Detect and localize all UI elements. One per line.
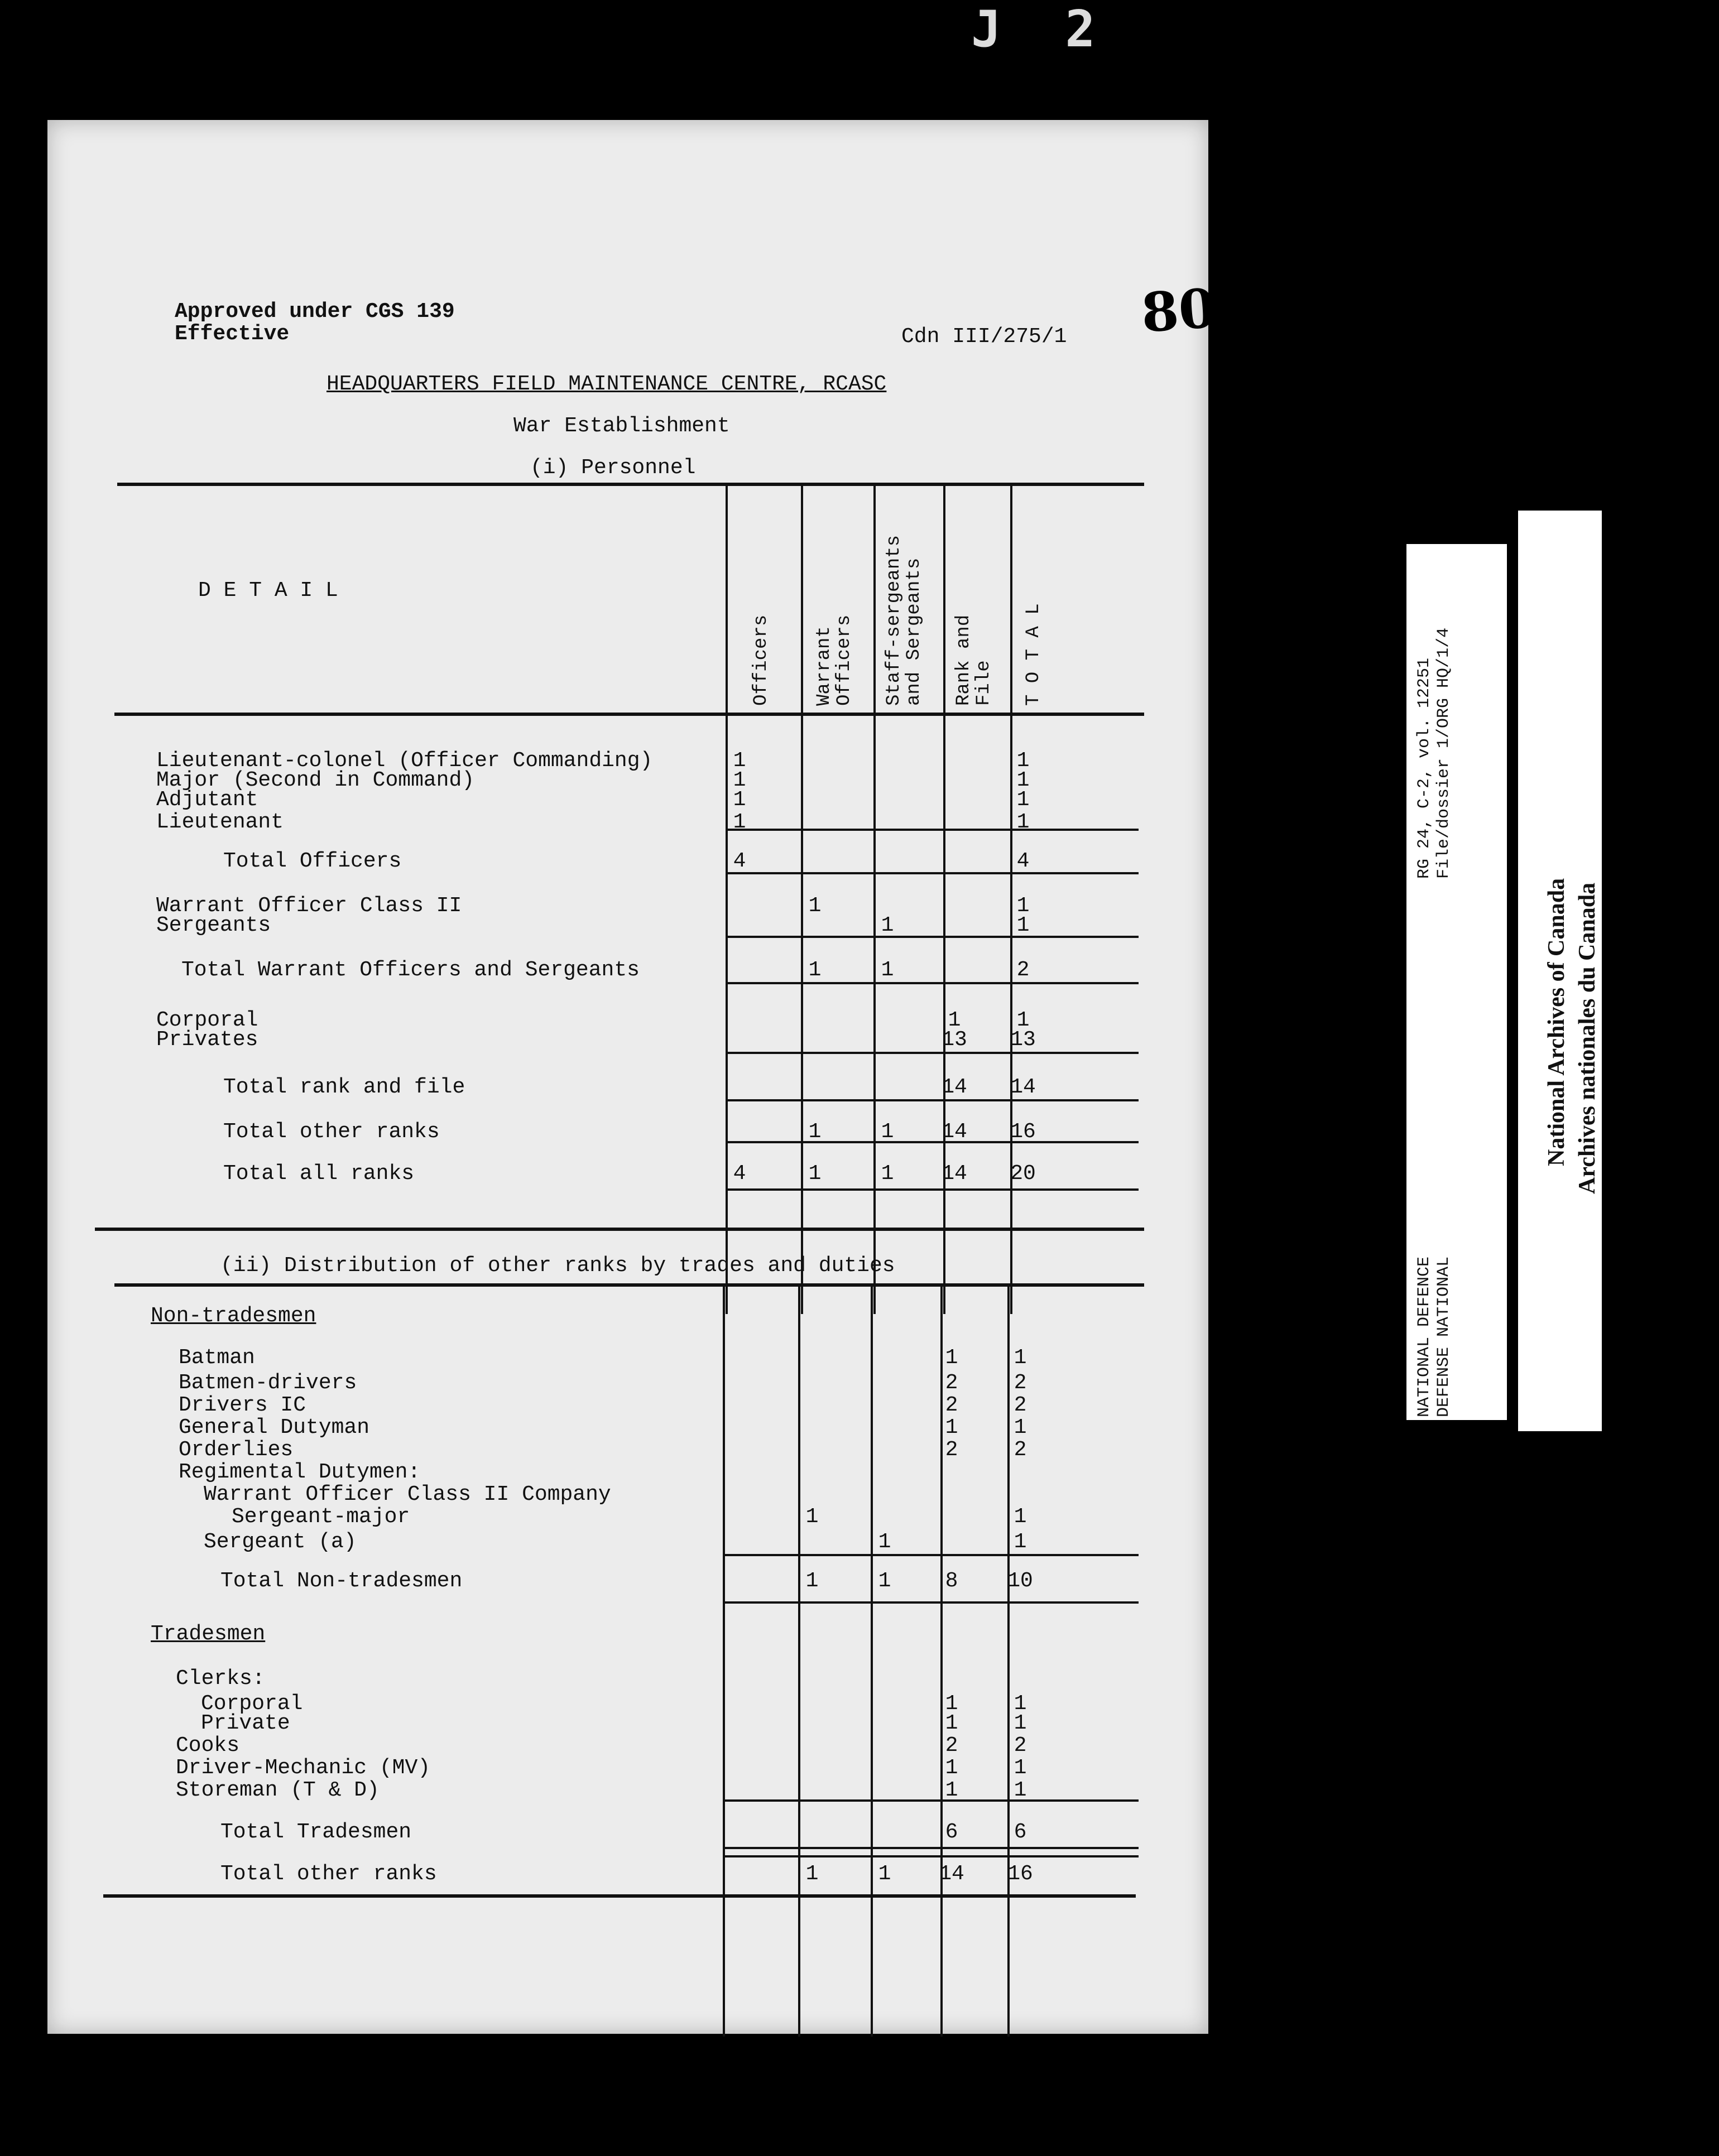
document-reference: Cdn III/275/1	[901, 325, 1067, 349]
archive-reference-line-1: RG 24, C-2, vol. 12251	[1415, 657, 1434, 879]
tradesmen-header: Tradesmen	[151, 1622, 266, 1646]
section-1-title: (i) Personnel	[530, 456, 696, 480]
cell-value: 1	[808, 894, 822, 918]
column-header-total: T O T A L	[1023, 603, 1044, 706]
row-label: Privates	[156, 1028, 258, 1052]
row-label: Corporal	[201, 1692, 303, 1716]
cell-value: 2	[1014, 1371, 1027, 1395]
cell-value: 2	[1014, 1734, 1027, 1758]
document-subtitle: War Establishment	[513, 414, 730, 438]
cell-value: 1	[945, 1692, 958, 1716]
national-archives-label	[1518, 511, 1602, 1431]
cell-value: 1	[1014, 1778, 1027, 1802]
row-label: Regimental Dutymen:	[179, 1460, 421, 1484]
cell-value: 1	[1016, 894, 1030, 918]
section-1-bottom-rule	[95, 1228, 1144, 1231]
cell-value: 14	[942, 1120, 967, 1144]
row-label: Sergeant (a)	[204, 1530, 357, 1554]
row-rule	[723, 1601, 1139, 1604]
row-label: Orderlies	[179, 1438, 294, 1462]
archive-reference-line-2: File/dossier 1/ORG HQ/1/4	[1434, 627, 1453, 879]
cell-value: 14	[1010, 1075, 1036, 1099]
row-label: Sergeant-major	[232, 1505, 410, 1529]
row-label: Batmen-drivers	[179, 1371, 357, 1395]
row-label: Batman	[179, 1346, 255, 1370]
cell-value: 1	[878, 1569, 891, 1593]
cell-value: 1	[1016, 788, 1030, 812]
row-label: General Dutyman	[179, 1416, 370, 1440]
cell-value: 1	[1016, 810, 1030, 834]
row-label: Cooks	[176, 1734, 240, 1758]
cell-value: 1	[1014, 1530, 1027, 1554]
row-label: Total all ranks	[223, 1162, 415, 1186]
approval-line: Approved under CGS 139	[175, 300, 455, 324]
cell-value: 1	[808, 1162, 822, 1186]
row-label: Clerks:	[176, 1667, 265, 1691]
row-rule	[726, 872, 1139, 874]
row-rule	[723, 1855, 1139, 1857]
cell-value: 2	[945, 1393, 958, 1417]
cell-value: 14	[942, 1075, 967, 1099]
cell-value: 1	[881, 1120, 894, 1144]
cell-value: 1	[878, 1862, 891, 1886]
document-title: HEADQUARTERS FIELD MAINTENANCE CENTRE, RCASC	[326, 372, 887, 396]
cell-value: 1	[1014, 1346, 1027, 1370]
cell-value: 1	[948, 1008, 961, 1032]
cell-value: 8	[945, 1569, 958, 1593]
cell-value: 20	[1010, 1162, 1036, 1186]
row-label: Total Warrant Officers and Sergeants	[181, 958, 640, 982]
department-line-1: NATIONAL DEFENCE	[1415, 1256, 1434, 1417]
row-label: Drivers IC	[179, 1393, 306, 1417]
non-tradesmen-header: Non-tradesmen	[151, 1304, 316, 1328]
row-label: Lieutenant-colonel (Officer Commanding)	[156, 749, 653, 773]
cell-value: 13	[1010, 1028, 1036, 1052]
row-rule	[723, 1554, 1139, 1556]
cell-value: 14	[942, 1162, 967, 1186]
cell-value: 1	[1014, 1505, 1027, 1529]
column-divider	[871, 1283, 873, 2037]
cell-value: 4	[733, 849, 746, 873]
cell-value: 1	[808, 1120, 822, 1144]
row-rule	[726, 1188, 1139, 1191]
cell-value: 4	[1016, 849, 1030, 873]
row-rule	[726, 982, 1139, 984]
row-rule	[726, 829, 1139, 831]
row-rule	[726, 936, 1139, 938]
cell-value: 6	[945, 1820, 958, 1844]
cell-value: 1	[945, 1778, 958, 1802]
cell-value: 1	[881, 913, 894, 937]
row-rule	[726, 1099, 1139, 1101]
cell-value: 1	[1014, 1756, 1027, 1780]
section-2-top-rule	[114, 1283, 1144, 1287]
effective-line: Effective	[175, 322, 290, 346]
cell-value: 1	[881, 1162, 894, 1186]
column-divider	[798, 1283, 800, 2037]
section-2-bottom-rule	[103, 1894, 1136, 1898]
section-2-title: (ii) Distribution of other ranks by trades and duties	[220, 1254, 895, 1278]
document-page	[47, 120, 1218, 2034]
cell-value: 1	[733, 749, 746, 773]
cell-value: 1	[945, 1756, 958, 1780]
row-label: Corporal	[156, 1008, 258, 1032]
row-label: Total other ranks	[223, 1120, 440, 1144]
cell-value: 1	[733, 788, 746, 812]
cell-value: 1	[1014, 1711, 1027, 1735]
cell-value: 1	[945, 1416, 958, 1440]
row-rule	[723, 1799, 1139, 1802]
cell-value: 2	[945, 1438, 958, 1462]
table-top-rule	[117, 483, 1144, 486]
row-label: Warrant Officer Class II Company	[204, 1483, 611, 1507]
row-rule	[726, 1052, 1139, 1054]
cell-value: 1	[1014, 1416, 1027, 1440]
row-label: Total other ranks	[220, 1862, 437, 1886]
cell-value: 1	[1016, 913, 1030, 937]
row-label: Driver-Mechanic (MV)	[176, 1756, 431, 1780]
cell-value: 1	[881, 958, 894, 982]
cell-value: 16	[1007, 1862, 1033, 1886]
cell-value: 2	[1014, 1393, 1027, 1417]
cell-value: 2	[1014, 1438, 1027, 1462]
cell-value: 2	[945, 1371, 958, 1395]
column-header-warrant-officers: Warrant Officers	[814, 614, 855, 706]
row-label: Sergeants	[156, 913, 271, 937]
row-label: Total Non-tradesmen	[220, 1569, 463, 1593]
cell-value: 1	[1016, 749, 1030, 773]
cell-value: 1	[945, 1711, 958, 1735]
row-label: Major (Second in Command)	[156, 768, 475, 792]
row-rule	[726, 1141, 1139, 1143]
cell-value: 2	[945, 1734, 958, 1758]
folio-number: 80	[1139, 276, 1218, 345]
cell-value: 14	[939, 1862, 964, 1886]
cell-value: 1	[733, 768, 746, 792]
cell-value: 1	[805, 1862, 819, 1886]
column-header-officers: Officers	[751, 614, 772, 706]
detail-column-header: D E T A I L	[198, 579, 338, 603]
row-label: Total Officers	[223, 849, 402, 873]
row-label: Private	[201, 1711, 290, 1735]
cell-value: 1	[945, 1346, 958, 1370]
cell-value: 1	[1016, 768, 1030, 792]
cell-value: 1	[1014, 1692, 1027, 1716]
department-line-2: DEFENSE NATIONAL	[1434, 1256, 1453, 1417]
cell-value: 16	[1010, 1120, 1036, 1144]
archives-name-english: National Archives of Canada	[1544, 878, 1569, 1166]
cell-value: 4	[733, 1162, 746, 1186]
row-rule	[723, 1847, 1139, 1849]
row-label: Warrant Officer Class II	[156, 894, 462, 918]
cell-value: 1	[805, 1505, 819, 1529]
column-divider	[723, 1283, 725, 2037]
header-bottom-rule	[114, 713, 1144, 716]
cell-value: 1	[733, 810, 746, 834]
row-label: Total rank and file	[223, 1075, 465, 1099]
cell-value: 1	[808, 958, 822, 982]
cell-value: 1	[878, 1530, 891, 1554]
page-mark: J 2	[971, 0, 1112, 59]
cell-value: 1	[805, 1569, 819, 1593]
row-label: Adjutant	[156, 788, 258, 812]
row-label: Total Tradesmen	[220, 1820, 412, 1844]
column-header-sergeants: Staff-sergeants and Sergeants	[883, 535, 925, 706]
archives-name-french: Archives nationales du Canada	[1574, 882, 1600, 1194]
cell-value: 13	[942, 1028, 967, 1052]
cell-value: 6	[1014, 1820, 1027, 1844]
row-label: Lieutenant	[156, 810, 284, 834]
cell-value: 2	[1016, 958, 1030, 982]
row-label: Storeman (T & D)	[176, 1778, 380, 1802]
cell-value: 1	[1016, 1008, 1030, 1032]
archive-reference-label	[1406, 544, 1507, 1420]
cell-value: 10	[1007, 1569, 1033, 1593]
column-header-rank-and-file: Rank and File	[953, 614, 995, 706]
